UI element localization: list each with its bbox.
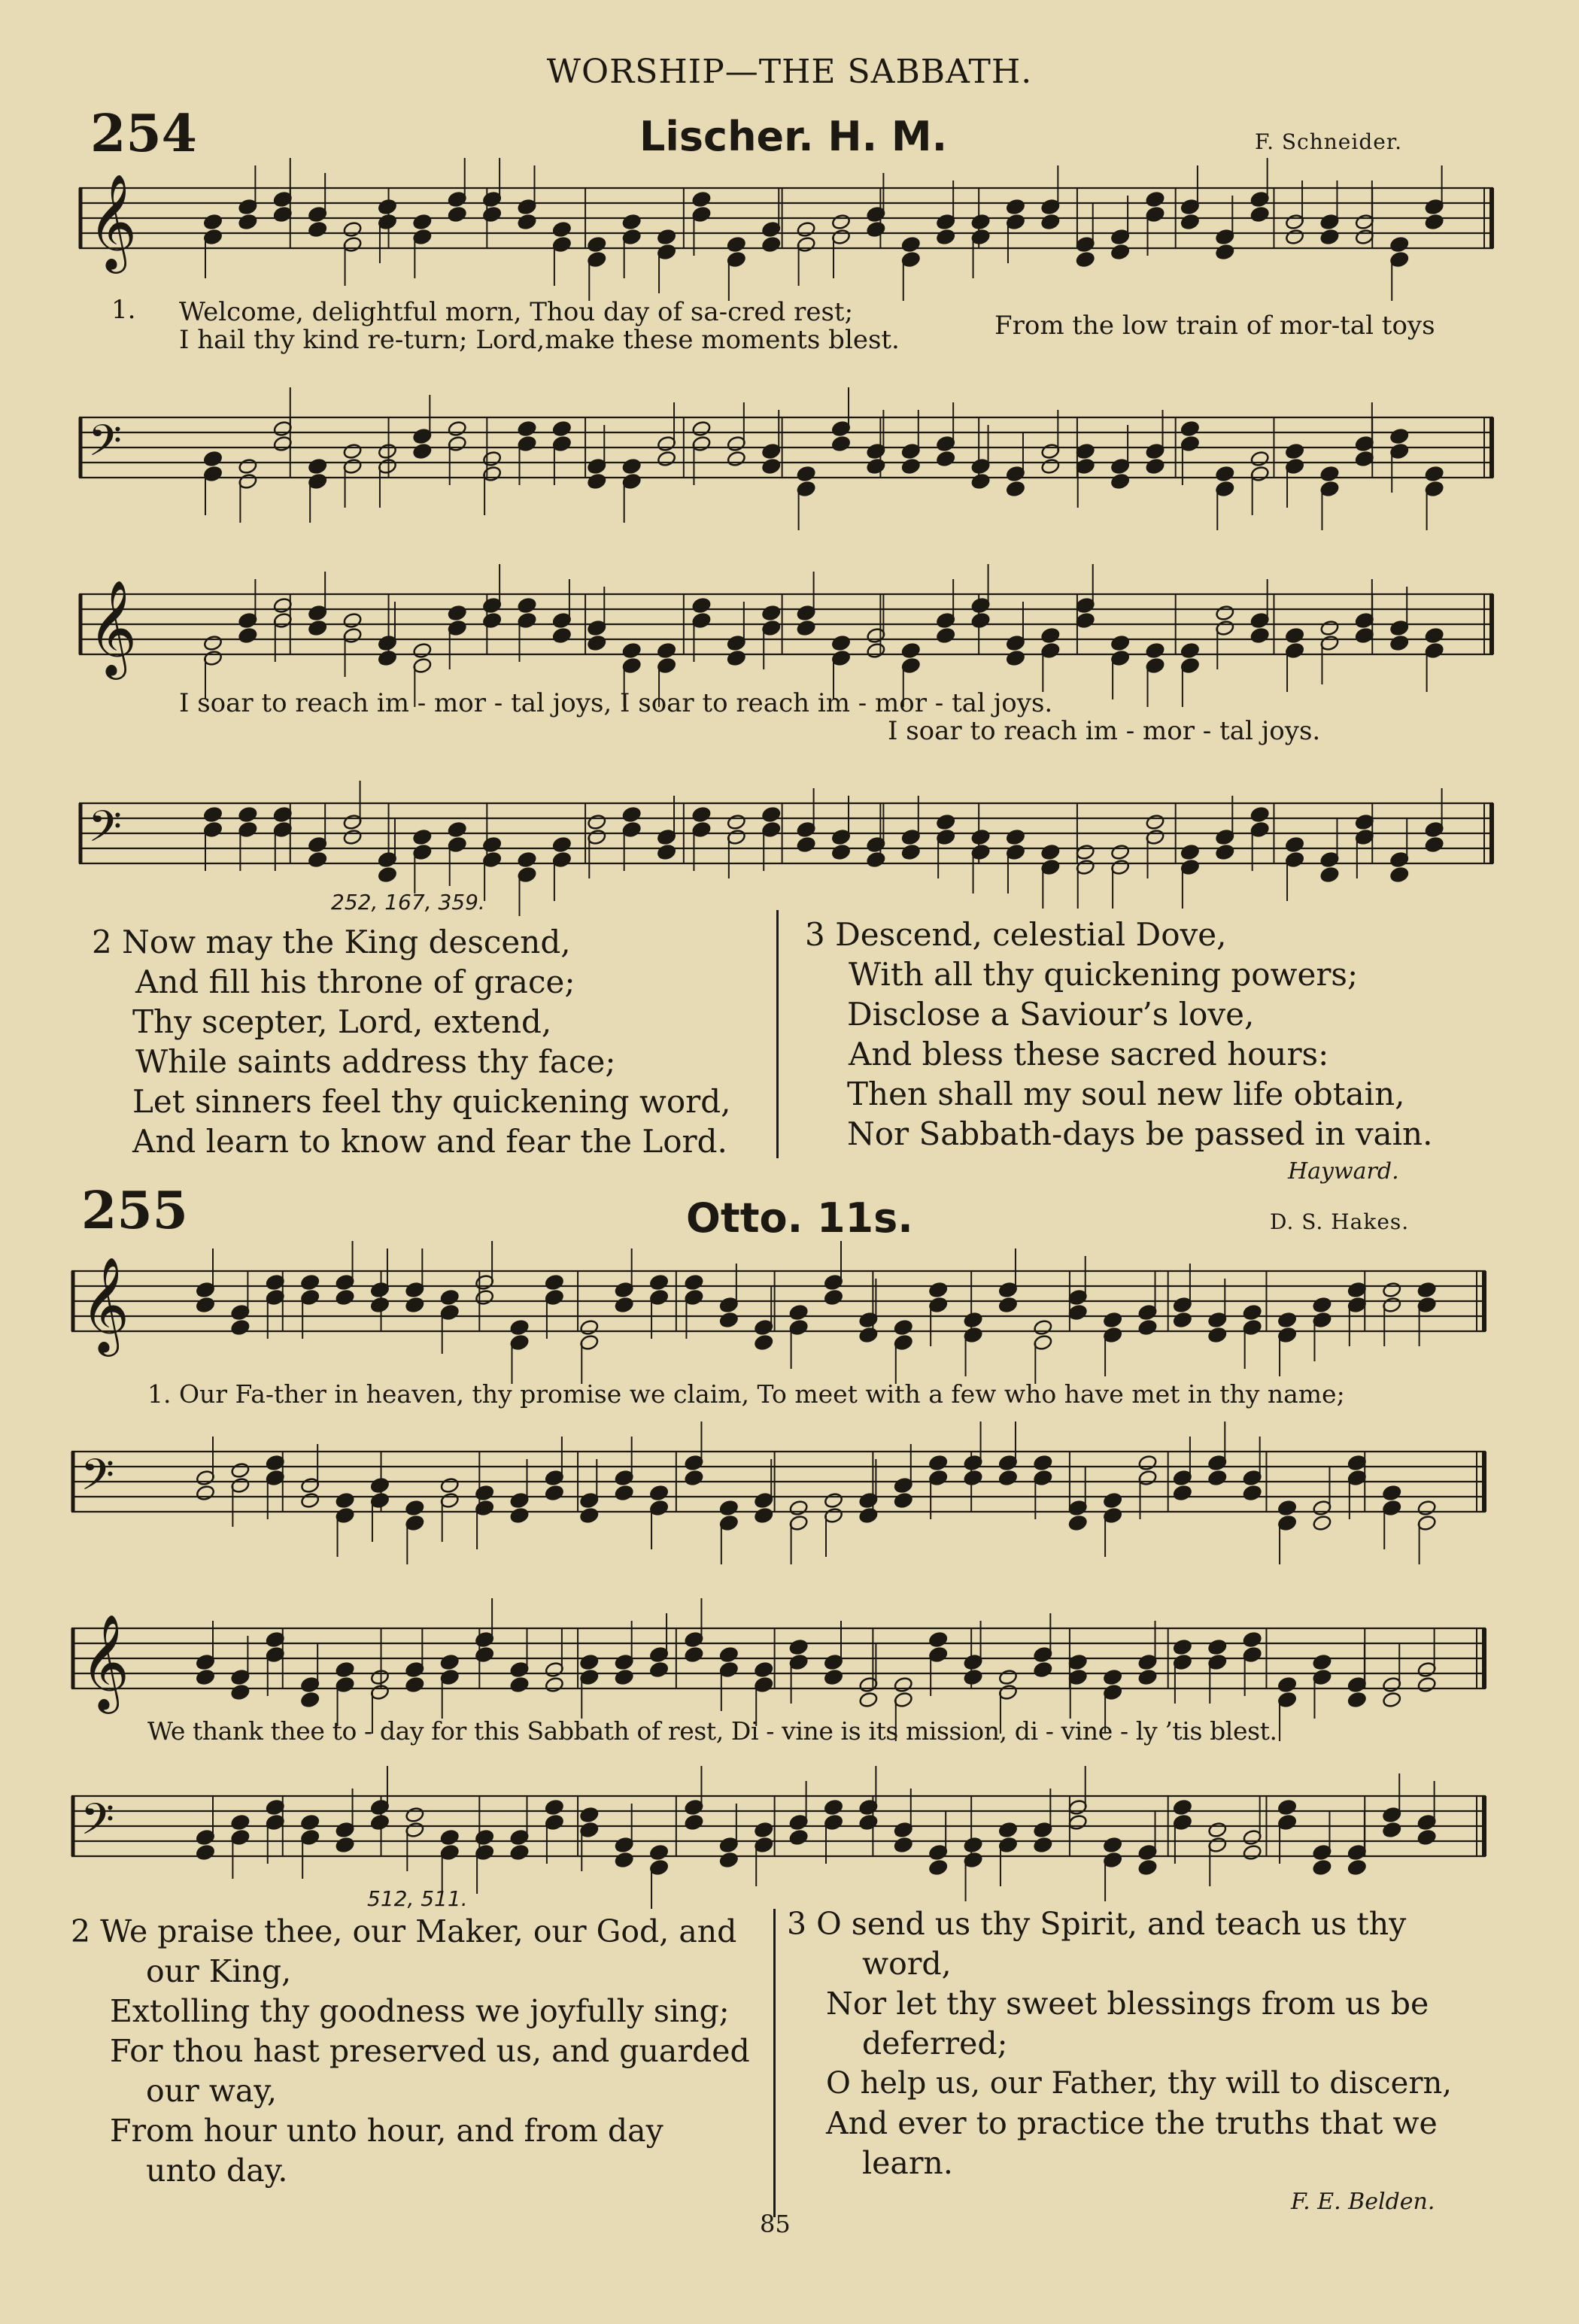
tune-name-255: Otto. 11s. [686,1194,913,1242]
music-staff-254-1-treble [79,173,1493,269]
lyric-254-line1b: I hail thy kind re-turn; Lord,make these moments blest. [179,325,900,355]
verse-line: Thy scepter, Lord, extend, [132,1003,552,1040]
music-staff-254-2-bass [79,796,1493,878]
verse-line: unto day. [146,2153,288,2189]
verse-line: While saints address thy face; [135,1043,616,1080]
verse-marker-254: 1. [111,295,136,325]
hymn-number-254: 254 [90,104,197,164]
svg-text:𝄢: 𝄢 [88,801,123,863]
verse-line: O send us thy Spirit, and teach us thy [816,1906,1407,1942]
verse-line: For thou hast preserved us, and guarded [110,2033,750,2069]
music-staff-254-2-treble [79,579,1493,675]
music-staff-255-1-bass [71,1444,1486,1527]
verse-line: Nor let thy sweet blessings from us be [826,1986,1429,2022]
verse-number: 2 [71,1913,91,1949]
verse-line: deferred; [862,2025,1008,2062]
verse-line: And ever to practice the truths that we [826,2105,1438,2141]
music-staff-255-2-bass [71,1789,1486,1871]
column-divider-254 [776,910,779,1158]
svg-text:𝄢: 𝄢 [80,1449,115,1511]
verse-line: word, [862,1946,952,1982]
verse-number: 3 [805,916,825,953]
verse-254-3 [805,915,1432,1154]
composer-254: F. Schneider. [1255,129,1403,154]
verse-255-3 [787,1904,1452,2183]
verse-number: 2 [92,924,112,960]
svg-text:𝄞: 𝄞 [80,1256,130,1352]
verse-number: 3 [787,1906,807,1942]
verse-line: We praise thee, our Maker, our God, and [100,1913,737,1949]
composer-255: D. S. Hakes. [1270,1209,1410,1234]
hymn-number-255: 255 [81,1181,188,1241]
svg-text:𝄞: 𝄞 [88,579,138,675]
page-number: 85 [760,2210,791,2238]
svg-text:𝄢: 𝄢 [80,1794,115,1855]
author-254: Hayward. [1288,1158,1399,1185]
verse-line: From hour unto hour, and from day [110,2113,663,2149]
verse-line: With all thy quickening powers; [849,956,1359,993]
hymn-refs-254: 252, 167, 359. [331,890,485,915]
music-staff-255-1-treble [71,1256,1486,1352]
verse-line: Then shall my soul new life obtain, [847,1076,1405,1112]
lyric-255-line2: We thank thee to - day for this Sabbath of rest, Di - vine is its mission, di - vine - ly ’tis blest. [147,1716,1277,1746]
verse-line: O help us, our Father, thy will to discern, [826,2066,1452,2101]
column-divider-255 [773,1909,776,2217]
music-staff-254-1-bass [79,410,1493,493]
verse-line: our way, [146,2073,278,2109]
music-staff-255-2-treble [71,1613,1486,1710]
lyric-254-line2b: I soar to reach im - mor - tal joys. [888,716,1321,746]
verse-line: Disclose a Saviour’s love, [847,996,1255,1033]
verse-line: Extolling thy goodness we joyfully sing; [110,1993,730,2029]
verse-line: Now may the King descend, [122,924,571,960]
verse-line: And bless these sacred hours: [849,1036,1329,1072]
verse-line: Descend, celestial Dove, [835,916,1227,953]
tune-name-254: Lischer. H. M. [639,113,948,160]
lyric-254-line2a: I soar to reach im - mor - tal joys, I soar to reach im - mor - tal joys. [179,688,1053,718]
hymn-refs-255: 512, 511. [367,1886,468,1911]
svg-text:𝄢: 𝄢 [88,415,123,477]
verse-254-2 [92,922,730,1161]
verse-255-2 [71,1912,750,2191]
svg-text:𝄞: 𝄞 [88,173,138,269]
page-header: WORSHIP—THE SABBATH. [546,53,1033,91]
verse-line: Nor Sabbath-days be passed in vain. [847,1115,1433,1152]
svg-text:𝄞: 𝄞 [80,1613,130,1710]
lyric-255-line1: 1. Our Fa-ther in heaven, thy promise we claim, To meet with a few who have met in thy name; [147,1379,1345,1409]
lyric-254-line1c: From the low train of mor-tal toys [994,311,1435,341]
verse-line: And fill his throne of grace; [135,963,575,1000]
verse-line: learn. [862,2145,953,2181]
verse-line: our King, [146,1953,292,1989]
verse-line: Let sinners feel thy quickening word, [132,1083,731,1120]
lyric-254-line1a: Welcome, delightful morn, Thou day of sa-cred rest; [179,297,854,327]
verse-line: And learn to know and fear the Lord. [132,1123,727,1160]
author-255: F. E. Belden. [1291,2189,1435,2215]
